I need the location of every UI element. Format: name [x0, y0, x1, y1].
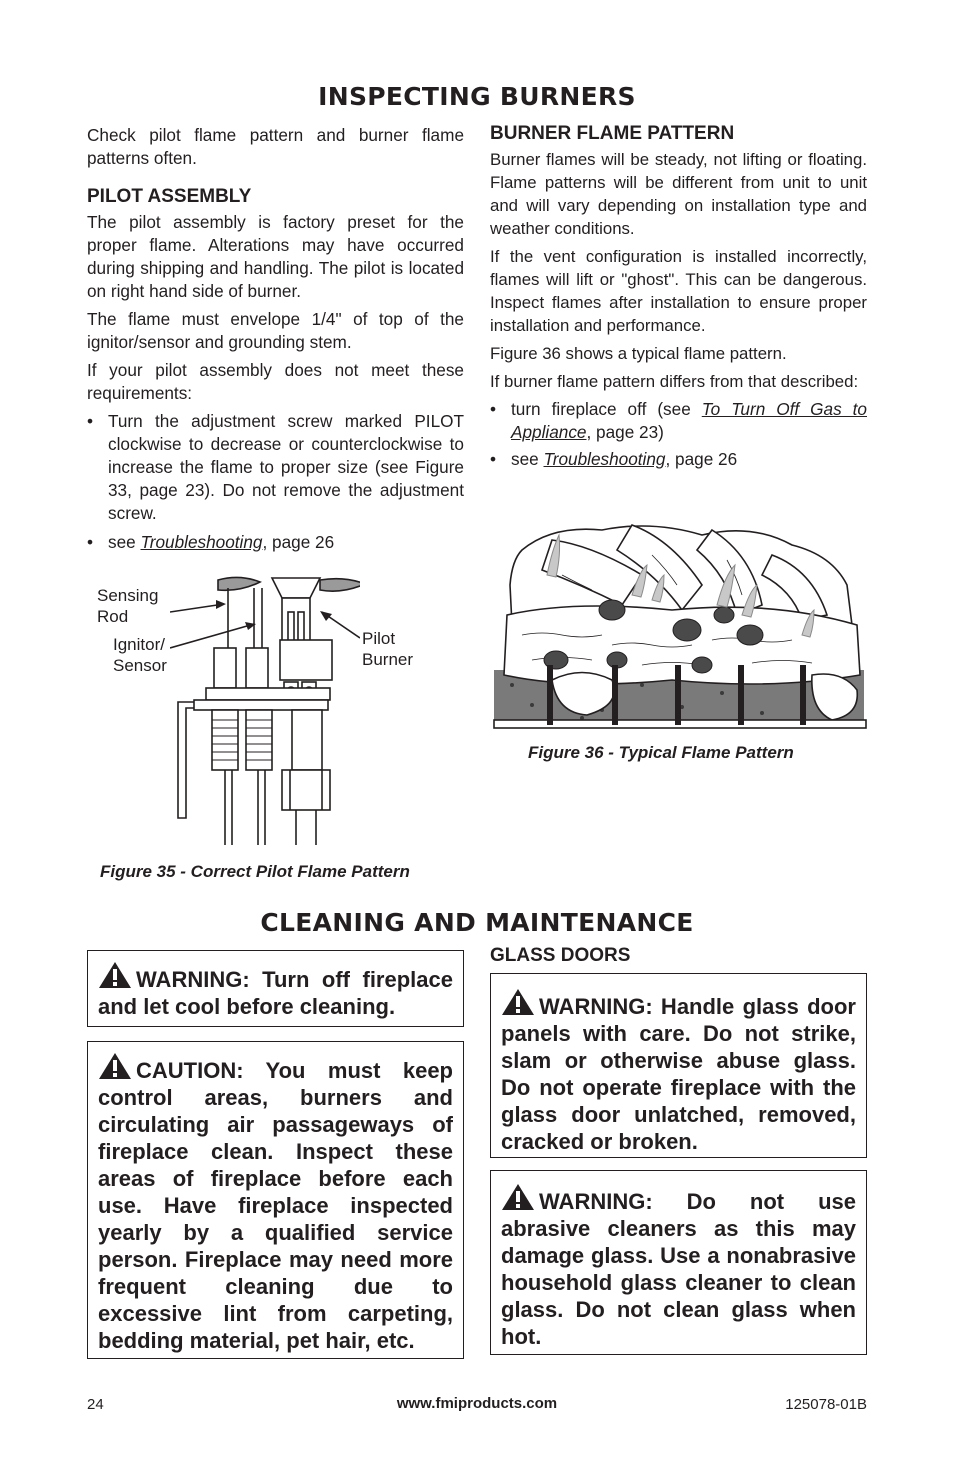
warning-cool-text: WARNING: Turn off fireplace and let cool before cleaning.	[98, 967, 453, 1019]
figure-35-caption: Figure 35 - Correct Pilot Flame Pattern	[100, 862, 410, 881]
turn-off-gas-link[interactable]: To Turn Off Gas to Appliance	[511, 399, 867, 442]
pilot-bullet-adjust-text: Turn the adjustment screw marked PILOT clockwise to decrease or counterclockwise to increase the flame to proper size (see Figure 33, page 23). Do not remove the adjustment screw.	[108, 411, 464, 523]
document-number: 125078-01B	[785, 1396, 867, 1413]
right-column	[490, 122, 867, 476]
label-line: Rod	[97, 607, 129, 626]
page-reference: , page 26	[665, 449, 738, 469]
list-item	[490, 398, 867, 444]
section-title-inspecting-burners: INSPECTING BURNERS	[318, 82, 636, 111]
warning-box-abrasive	[490, 1170, 867, 1355]
list-item	[87, 531, 464, 554]
label-line: Ignitor/	[113, 635, 165, 654]
warning-box-cool	[87, 950, 464, 1027]
left-column	[87, 124, 464, 559]
glass-doors-heading: GLASS DOORS	[490, 945, 631, 966]
list-item	[490, 448, 867, 471]
pilot-paragraph-1: The pilot assembly is factory preset for the proper flame. Alterations may have occurred during shipping and handling. The pilot is located on right hand side of burner.	[87, 212, 464, 301]
section-title-cleaning-maintenance: CLEANING AND MAINTENANCE	[260, 908, 694, 937]
pilot-assembly-illustration	[170, 570, 360, 850]
troubleshooting-link[interactable]: Troubleshooting	[140, 532, 263, 552]
pilot-bullet-list	[87, 410, 464, 554]
burner-paragraph-3: Figure 36 shows a typical flame pattern.	[490, 344, 787, 363]
warning-triangle-icon	[501, 1183, 535, 1211]
troubleshooting-link[interactable]: Troubleshooting	[543, 449, 666, 469]
bullet-dot: •	[490, 449, 497, 469]
pilot-assembly-heading: PILOT ASSEMBLY	[87, 186, 252, 207]
burner-flame-pattern-heading: BURNER FLAME PATTERN	[490, 123, 735, 144]
pilot-burner-label	[362, 628, 413, 670]
bullet-dot: •	[87, 411, 94, 431]
pilot-paragraph-3: If your pilot assembly does not meet these requirements:	[87, 360, 464, 403]
warning-triangle-icon	[98, 1052, 132, 1080]
website-link[interactable]: www.fmiproducts.com	[396, 1395, 558, 1412]
burner-bullet-list	[490, 398, 867, 471]
warning-box-glass-handling	[490, 973, 867, 1158]
caution-box-clean	[87, 1041, 464, 1359]
caution-text: CAUTION: You must keep control areas, burners and circulating air passageways of fireplace clean. Inspect these areas of fireplace before each use. Have fireplace inspected yearly by a qualified service person. Fireplace may need more frequent cleaning due to excessive lint from carpeting, bedding material, pet hair, etc.	[98, 1058, 453, 1353]
label-line: Sensing	[97, 586, 159, 605]
list-item	[87, 410, 464, 525]
turn-off-text: turn fireplace off (see	[511, 399, 691, 419]
page-number: 24	[87, 1396, 104, 1413]
ignitor-sensor-label	[113, 634, 167, 676]
burner-paragraph-2: If the vent configuration is installed incorrectly, flames will lift or "ghost". This can be dangerous. Inspect flames after installation to ensure proper installation and performance.	[490, 247, 867, 335]
label-line: Burner	[362, 650, 414, 669]
page-reference: , page 23)	[586, 422, 664, 442]
pilot-paragraph-2: The flame must envelope 1/4" of top of the ignitor/sensor and grounding stem.	[87, 309, 464, 352]
warning-glass-text: WARNING: Handle glass door panels with care. Do not strike, slam or otherwise abuse glass. Do not operate fireplace with the glass door unlatched, removed, cracked or broken.	[501, 994, 856, 1154]
burner-paragraph-4: If burner flame pattern differs from that described:	[490, 372, 859, 391]
page-reference: , page 26	[262, 532, 335, 552]
see-label: see	[511, 449, 539, 469]
bullet-dot: •	[87, 532, 94, 552]
figure-36-caption: Figure 36 - Typical Flame Pattern	[528, 743, 794, 762]
warning-abrasive-text: WARNING: Do not use abrasive cleaners as this may damage glass. Use a nonabrasive household glass cleaner to clean glass. Do not clean glass when hot.	[501, 1189, 856, 1349]
bullet-dot: •	[490, 399, 497, 419]
label-line: Sensor	[113, 656, 167, 675]
warning-triangle-icon	[98, 961, 132, 989]
warning-triangle-icon	[501, 988, 535, 1016]
sensing-rod-label	[97, 585, 158, 627]
typical-flame-pattern-illustration	[492, 515, 867, 730]
label-line: Pilot	[362, 629, 396, 648]
see-label: see	[108, 532, 136, 552]
intro-paragraph: Check pilot flame pattern and burner flame patterns often.	[87, 125, 464, 168]
burner-paragraph-1: Burner flames will be steady, not lifting or floating. Flame patterns will be different from unit to unit and will vary depending on installation type and weather conditions.	[490, 150, 867, 238]
